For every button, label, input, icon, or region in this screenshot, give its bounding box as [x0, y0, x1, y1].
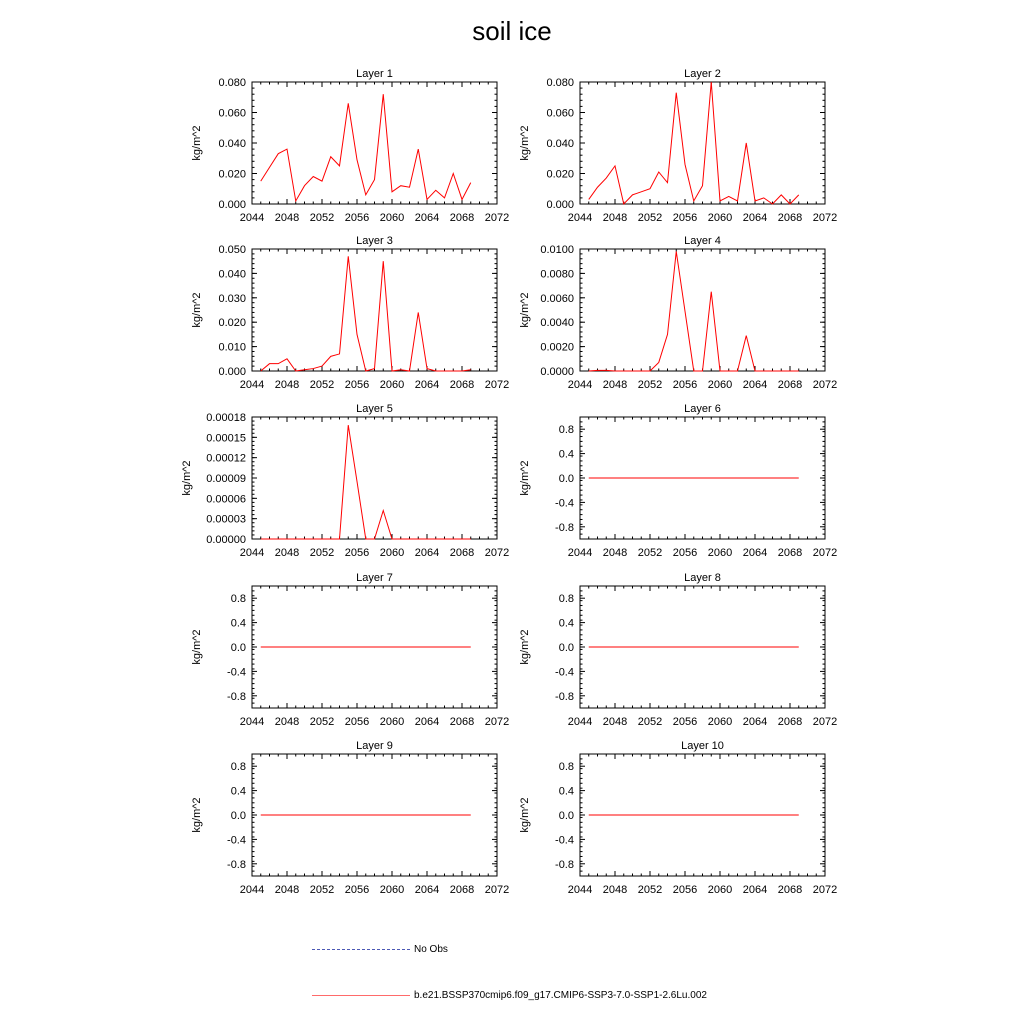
x-tick-label: 2072 [484, 547, 510, 559]
y-tick-label: 0.020 [546, 168, 574, 181]
x-tick-label: 2064 [414, 547, 440, 559]
x-tick-label: 2064 [742, 547, 768, 559]
x-tick-label: 2072 [812, 379, 838, 391]
x-tick-label: 2060 [707, 547, 733, 559]
x-tick-label: 2064 [414, 212, 440, 224]
y-tick-label: 0.00006 [206, 493, 246, 506]
y-tick-label: -0.8 [555, 521, 574, 534]
x-tick-label: 2072 [812, 212, 838, 224]
x-tick-label: 2056 [672, 547, 698, 559]
x-tick-label: 2060 [379, 379, 405, 391]
x-tick-label: 2052 [637, 212, 663, 224]
x-tick-label: 2056 [344, 212, 370, 224]
x-tick-label: 2072 [812, 547, 838, 559]
y-tick-label: 0.040 [218, 138, 246, 150]
x-tick-label: 2064 [742, 379, 768, 391]
x-tick-label: 2048 [274, 547, 300, 559]
y-tick-label: 0.00009 [206, 473, 246, 485]
y-tick-label: 0.4 [230, 785, 246, 798]
series-line [589, 251, 799, 371]
chart-panel-1 [191, 68, 509, 224]
x-tick-label: 2064 [742, 212, 768, 224]
y-tick-label: 0.8 [558, 593, 574, 606]
panel-title: Layer 9 [356, 740, 393, 752]
y-tick-label: 0.060 [546, 107, 574, 120]
x-tick-label: 2056 [672, 379, 698, 391]
x-tick-label: 2044 [239, 884, 265, 896]
panel-title: Layer 8 [684, 572, 721, 584]
x-tick-label: 2044 [567, 212, 593, 224]
legend-obs [312, 944, 448, 955]
x-tick-label: 2056 [672, 212, 698, 224]
y-tick-label: 0.040 [218, 268, 246, 281]
x-tick-label: 2060 [707, 884, 733, 896]
y-tick-label: 0.0 [230, 642, 246, 654]
y-tick-label: -0.4 [227, 666, 246, 679]
x-tick-label: 2056 [344, 716, 370, 728]
x-tick-label: 2072 [484, 716, 510, 728]
y-tick-label: 0.030 [218, 292, 246, 305]
panel-title: Layer 7 [356, 572, 393, 584]
x-tick-label: 2048 [602, 212, 628, 224]
legend-model-swatch [312, 995, 410, 996]
x-tick-label: 2056 [672, 716, 698, 728]
x-tick-label: 2072 [812, 884, 838, 896]
x-tick-label: 2056 [672, 884, 698, 896]
x-tick-label: 2044 [239, 379, 265, 391]
y-tick-label: -0.8 [555, 858, 574, 871]
x-tick-label: 2068 [777, 547, 803, 559]
x-tick-label: 2044 [567, 884, 593, 896]
y-tick-label: -0.8 [555, 690, 574, 703]
y-tick-label: 0.080 [546, 77, 574, 89]
x-tick-label: 2048 [274, 379, 300, 391]
panel-title: Layer 5 [356, 403, 393, 415]
x-tick-label: 2048 [602, 884, 628, 896]
x-tick-label: 2048 [274, 884, 300, 896]
y-axis-label: kg/m^2 [519, 460, 531, 496]
chart-panel-7 [191, 572, 509, 728]
panel-title: Layer 4 [684, 235, 721, 247]
y-tick-label: 0.040 [546, 138, 574, 150]
y-tick-label: -0.4 [555, 666, 574, 679]
x-tick-label: 2060 [707, 716, 733, 728]
y-axis-label: kg/m^2 [191, 629, 203, 665]
x-tick-label: 2072 [812, 716, 838, 728]
chart-panel-2 [519, 68, 837, 224]
plot-frame [252, 82, 497, 204]
series-line [589, 82, 799, 204]
x-tick-label: 2060 [379, 212, 405, 224]
legend-obs-swatch [312, 949, 410, 950]
x-tick-label: 2060 [379, 716, 405, 728]
x-tick-label: 2068 [777, 212, 803, 224]
chart-panel-10 [519, 740, 837, 896]
y-tick-label: 0.020 [218, 317, 246, 330]
panel-title: Layer 1 [356, 68, 393, 80]
y-tick-label: 0.0000 [540, 366, 574, 378]
x-tick-label: 2068 [449, 379, 475, 391]
y-tick-label: 0.000 [546, 199, 574, 211]
plot-frame [580, 249, 825, 371]
y-tick-label: -0.4 [555, 497, 574, 510]
y-tick-label: 0.010 [218, 341, 246, 354]
y-tick-label: 0.000 [218, 199, 246, 211]
x-tick-label: 2044 [567, 716, 593, 728]
x-tick-label: 2048 [602, 547, 628, 559]
y-axis-label: kg/m^2 [519, 797, 531, 833]
y-axis-label: kg/m^2 [191, 797, 203, 833]
x-tick-label: 2044 [567, 547, 593, 559]
x-tick-label: 2052 [637, 379, 663, 391]
y-axis-label: kg/m^2 [519, 125, 531, 161]
figure-title: soil ice [472, 16, 552, 46]
x-tick-label: 2072 [484, 379, 510, 391]
plot-frame [252, 417, 497, 539]
x-tick-label: 2068 [777, 884, 803, 896]
y-tick-label: 0.050 [218, 244, 246, 256]
y-tick-label: 0.0020 [540, 341, 574, 354]
x-tick-label: 2060 [707, 379, 733, 391]
y-axis-label: kg/m^2 [191, 292, 203, 328]
chart-panel-5 [181, 403, 509, 559]
x-tick-label: 2048 [274, 212, 300, 224]
y-tick-label: 0.00000 [206, 534, 246, 546]
panel-title: Layer 3 [356, 235, 393, 247]
legend-model [312, 990, 707, 1001]
x-tick-label: 2052 [309, 212, 335, 224]
y-tick-label: 0.8 [558, 424, 574, 437]
x-tick-label: 2068 [449, 547, 475, 559]
x-tick-label: 2044 [239, 212, 265, 224]
y-tick-label: 0.4 [558, 785, 574, 798]
y-axis-label: kg/m^2 [191, 125, 203, 161]
x-tick-label: 2064 [414, 379, 440, 391]
series-line [261, 256, 471, 371]
y-tick-label: -0.8 [227, 858, 246, 871]
chart-panel-4 [519, 235, 837, 391]
y-axis-label: kg/m^2 [519, 629, 531, 665]
x-tick-label: 2056 [344, 547, 370, 559]
y-tick-label: 0.0 [558, 473, 574, 485]
y-tick-label: 0.0100 [540, 244, 574, 256]
y-tick-label: 0.0 [558, 642, 574, 654]
series-line [261, 94, 471, 201]
y-tick-label: 0.080 [218, 77, 246, 89]
y-tick-label: 0.0080 [540, 268, 574, 281]
y-tick-label: -0.4 [227, 834, 246, 847]
y-tick-label: -0.8 [227, 690, 246, 703]
series-line [261, 425, 471, 539]
x-tick-label: 2052 [309, 379, 335, 391]
legend-model-label: b.e21.BSSP370cmip6.f09_g17.CMIP6-SSP3-7.0-SSP1-2.6Lu.002 [414, 990, 707, 1001]
y-tick-label: 0.0 [230, 810, 246, 822]
y-tick-label: 0.00015 [206, 432, 246, 445]
chart-panel-6 [519, 403, 837, 559]
chart-panel-9 [191, 740, 509, 896]
x-tick-label: 2048 [602, 716, 628, 728]
y-tick-label: 0.020 [218, 168, 246, 181]
x-tick-label: 2052 [637, 716, 663, 728]
x-tick-label: 2060 [379, 884, 405, 896]
y-tick-label: 0.00012 [206, 452, 246, 465]
y-tick-label: 0.4 [558, 617, 574, 630]
y-tick-label: -0.4 [555, 834, 574, 847]
x-tick-label: 2068 [449, 884, 475, 896]
y-tick-label: 0.0040 [540, 317, 574, 330]
x-tick-label: 2072 [484, 212, 510, 224]
x-tick-label: 2052 [637, 547, 663, 559]
y-tick-label: 0.8 [230, 593, 246, 606]
panel-title: Layer 6 [684, 403, 721, 415]
y-tick-label: 0.4 [558, 448, 574, 461]
y-tick-label: 0.000 [218, 366, 246, 378]
x-tick-label: 2044 [239, 547, 265, 559]
x-tick-label: 2068 [449, 212, 475, 224]
x-tick-label: 2048 [602, 379, 628, 391]
panel-title: Layer 10 [681, 740, 724, 752]
x-tick-label: 2064 [742, 884, 768, 896]
x-tick-label: 2044 [567, 379, 593, 391]
x-tick-label: 2064 [414, 716, 440, 728]
x-tick-label: 2060 [707, 212, 733, 224]
y-tick-label: 0.8 [558, 761, 574, 774]
plot-frame [252, 249, 497, 371]
y-tick-label: 0.0 [558, 810, 574, 822]
y-axis-label: kg/m^2 [519, 292, 531, 328]
x-tick-label: 2056 [344, 884, 370, 896]
y-tick-label: 0.4 [230, 617, 246, 630]
panel-title: Layer 2 [684, 68, 721, 80]
legend-obs-label: No Obs [414, 944, 448, 955]
chart-panel-8 [519, 572, 837, 728]
x-tick-label: 2072 [484, 884, 510, 896]
y-tick-label: 0.00003 [206, 513, 246, 526]
x-tick-label: 2056 [344, 379, 370, 391]
x-tick-label: 2060 [379, 547, 405, 559]
x-tick-label: 2044 [239, 716, 265, 728]
x-tick-label: 2052 [309, 884, 335, 896]
x-tick-label: 2052 [309, 716, 335, 728]
x-tick-label: 2064 [414, 884, 440, 896]
x-tick-label: 2068 [449, 716, 475, 728]
y-tick-label: 0.060 [218, 107, 246, 120]
x-tick-label: 2064 [742, 716, 768, 728]
y-axis-label: kg/m^2 [181, 460, 193, 496]
x-tick-label: 2052 [309, 547, 335, 559]
y-tick-label: 0.0060 [540, 292, 574, 305]
x-tick-label: 2048 [274, 716, 300, 728]
chart-panel-3 [191, 235, 509, 391]
x-tick-label: 2068 [777, 716, 803, 728]
y-tick-label: 0.00018 [206, 412, 246, 424]
y-tick-label: 0.8 [230, 761, 246, 774]
x-tick-label: 2068 [777, 379, 803, 391]
x-tick-label: 2052 [637, 884, 663, 896]
